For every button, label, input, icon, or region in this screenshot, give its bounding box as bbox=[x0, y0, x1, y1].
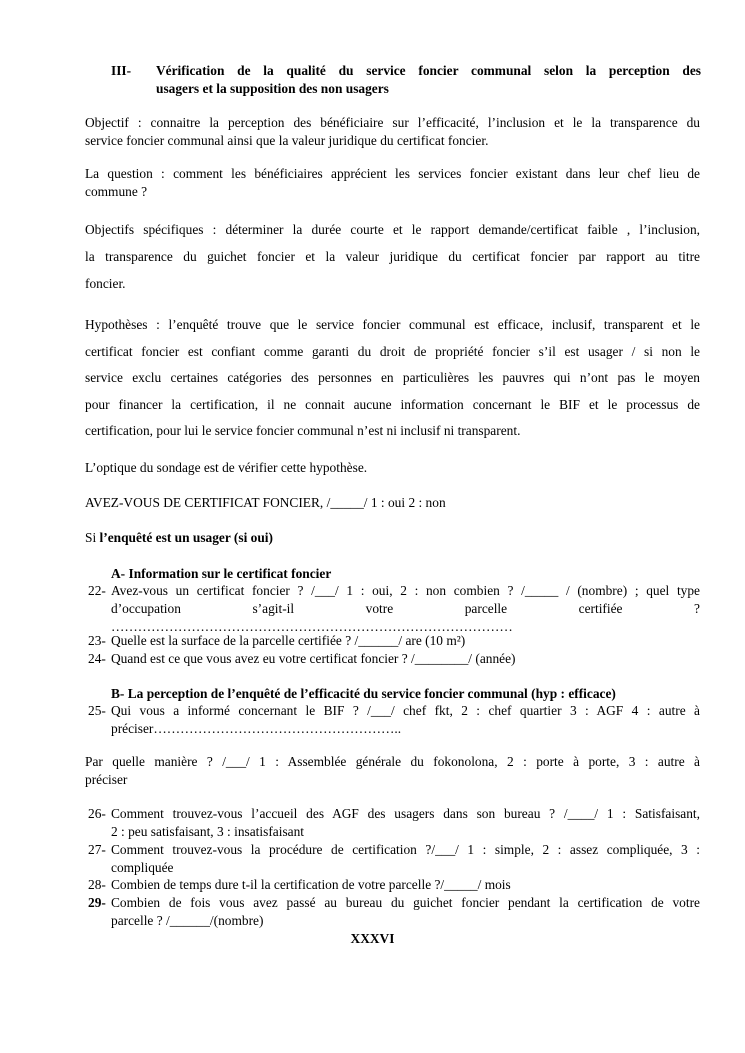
question-22-line1: Avez-vous un certificat foncier ? /___/ 1 : oui, 2 : non combien ? /_____ / (nombre) ; quel type bbox=[111, 583, 700, 598]
question-line2: commune ? bbox=[85, 184, 148, 199]
objectif-line1: Objectif : connaitre la perception des bénéficiaire sur l’efficacité, l’inclusion et le la transparence du bbox=[85, 115, 700, 130]
question-25-line1: Qui vous a informé concernant le BIF ? /___/ chef fkt, 2 : chef quartier 3 : AGF 4 : autre à bbox=[111, 703, 700, 718]
question-25-number: 25- bbox=[88, 703, 106, 718]
objectifs-specifiques-line1: Objectifs spécifiques : déterminer la durée courte et le rapport demande/certificat faible , l’inclusion, bbox=[85, 222, 700, 237]
question-27-line1: Comment trouvez-vous la procédure de certification ?/___/ 1 : simple, 2 : assez compliquée, 3 : bbox=[111, 842, 700, 857]
optique-paragraph bbox=[85, 459, 700, 477]
si-usager-line bbox=[85, 529, 700, 547]
avez-vous-text: AVEZ-VOUS DE CERTIFICAT FONCIER, /_____/ 1 : oui 2 : non bbox=[85, 495, 446, 510]
avez-vous-question bbox=[85, 494, 700, 512]
section-number: III- bbox=[111, 63, 132, 78]
section-title-line2: usagers et la supposition des non usagers bbox=[156, 81, 389, 96]
question-22-number: 22- bbox=[88, 583, 106, 598]
question-22-line3: ……………………………………………………………………………… bbox=[111, 619, 513, 634]
question-line1: La question : comment les bénéficiaires apprécient les services foncier existant dans leur chef lieu de bbox=[85, 166, 700, 181]
question-paragraph bbox=[85, 165, 700, 201]
question-23-text: Quelle est la surface de la parcelle certifiée ? /______/ are (10 m²) bbox=[111, 633, 466, 648]
optique-text: L’optique du sondage est de vérifier cette hypothèse. bbox=[85, 460, 368, 475]
section-b-heading: B- La perception de l’enquêté de l’efficacité du service foncier communal (hyp : efficace) bbox=[111, 686, 616, 701]
objectifs-specifiques-line3: foncier. bbox=[85, 276, 126, 291]
par-quelle-paragraph bbox=[85, 753, 700, 789]
question-23-number: 23- bbox=[88, 633, 106, 648]
question-29-text bbox=[111, 894, 700, 930]
hypotheses-line1: Hypothèses : l’enquêté trouve que le service foncier communal est efficace, inclusif, transparent et le bbox=[85, 317, 700, 332]
hypotheses-paragraph bbox=[85, 312, 700, 445]
question-29-number: 29- bbox=[88, 895, 106, 910]
question-24-number: 24- bbox=[88, 651, 106, 666]
hypotheses-line3: service exclu certaines catégories des personnes en particulières les pauvres qui n’ont pas le moyen bbox=[85, 370, 700, 385]
section-title bbox=[156, 62, 701, 98]
section-title-line1: Vérification de la qualité du service foncier communal selon la perception des bbox=[156, 63, 701, 78]
question-22-line2: d’occupation s’agit-il votre parcelle certifiée ? bbox=[111, 601, 700, 616]
question-27-text bbox=[111, 841, 700, 877]
question-28-text: Combien de temps dure t-il la certification de votre parcelle ?/_____/ mois bbox=[111, 877, 511, 892]
objectif-line2: service foncier communal ainsi que la valeur juridique du certificat foncier. bbox=[85, 133, 489, 148]
question-25-line2: préciser……………………………………………….. bbox=[111, 721, 402, 736]
si-usager-prefix: Si bbox=[85, 530, 100, 545]
hypotheses-line2: certificat foncier est confiant comme garanti du droit de propriété foncier s’il est usager / si non le bbox=[85, 343, 700, 359]
par-quelle-line2: préciser bbox=[85, 772, 128, 787]
section-a-heading: A- Information sur le certificat foncier bbox=[111, 566, 332, 581]
question-27-line2: compliquée bbox=[111, 860, 174, 875]
question-26-number: 26- bbox=[88, 806, 106, 821]
question-24-text: Quand est ce que vous avez eu votre certificat foncier ? /________/ (année) bbox=[111, 651, 516, 666]
question-25-text bbox=[111, 702, 700, 738]
question-26-line1: Comment trouvez-vous l’accueil des AGF des usagers dans son bureau ? /____/ 1 : Satisfaisant, bbox=[111, 806, 700, 821]
question-26-text bbox=[111, 805, 700, 841]
question-29-line1: Combien de fois vous avez passé au bureau du guichet foncier pendant la certification de votre bbox=[111, 895, 700, 910]
page-number: XXXVI bbox=[350, 931, 395, 946]
si-usager-bold: l’enquêté est un usager (si oui) bbox=[99, 530, 273, 545]
question-28-number: 28- bbox=[88, 877, 106, 892]
par-quelle-line1: Par quelle manière ? /___/ 1 : Assemblée générale du fokonolona, 2 : porte à porte, 3 : autre à bbox=[85, 754, 700, 769]
objectifs-specifiques-paragraph bbox=[85, 216, 700, 297]
hypotheses-line5: certification, pour lui le service foncier communal n’est ni inclusif ni transparent. bbox=[85, 423, 521, 438]
objectifs-specifiques-line2: la transparence du guichet foncier et la valeur juridique du certificat foncier par rapport au titre bbox=[85, 249, 700, 264]
objectif-paragraph bbox=[85, 114, 700, 150]
question-29-line2: parcelle ? /______/(nombre) bbox=[111, 913, 264, 928]
question-26-line2: 2 : peu satisfaisant, 3 : insatisfaisant bbox=[111, 824, 305, 839]
question-27-number: 27- bbox=[88, 842, 106, 857]
hypotheses-line4: pour financer la certification, il ne connait aucune information concernant le BIF et le processus de bbox=[85, 396, 700, 412]
question-22-text bbox=[111, 582, 700, 636]
